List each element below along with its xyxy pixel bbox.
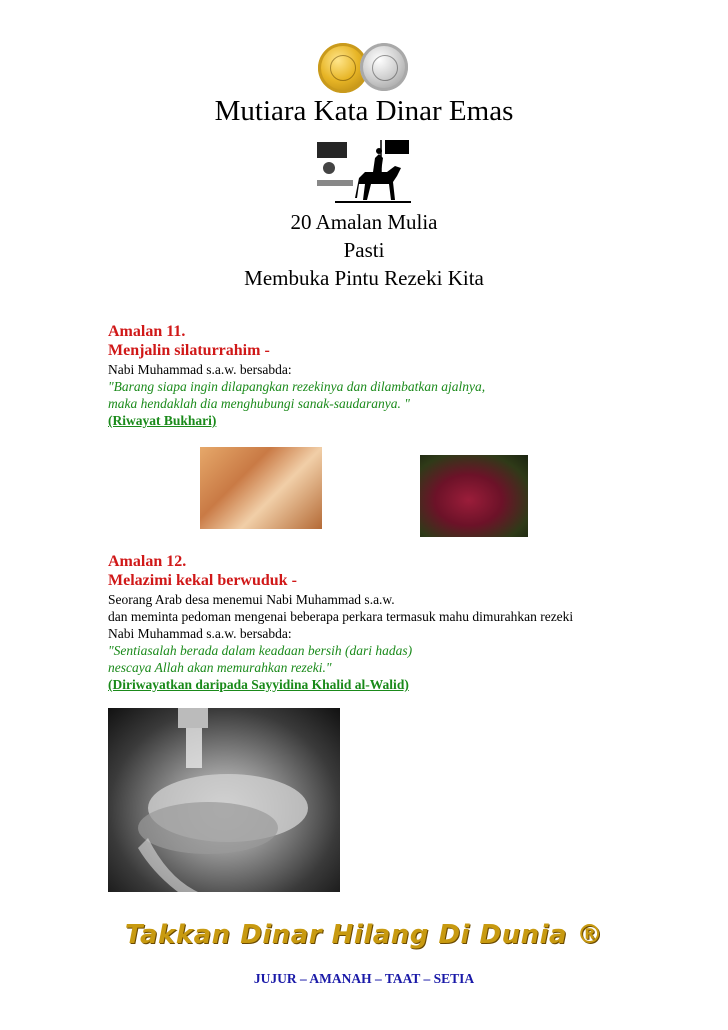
amalan-intro: Nabi Muhammad s.a.w. bersabda: <box>108 362 292 377</box>
hadith-reference: (Diriwayatkan daripada Sayyidina Khalid al-Walid) <box>108 677 409 692</box>
amalan-name: Melazimi kekal berwuduk - <box>108 572 297 589</box>
footer-brand-logo: Takkan Dinar Hilang Di Dunia ® <box>124 920 604 950</box>
hadith-quote-line: nescaya Allah akan memurahkan rezeki." <box>108 660 332 675</box>
amalan-intro-line: Seorang Arab desa menemui Nabi Muhammad s.a.w. <box>108 592 395 607</box>
page-title: Mutiara Kata Dinar Emas <box>214 95 514 127</box>
embrace-photo <box>420 455 528 537</box>
silver-dirham-coin-icon <box>360 43 408 91</box>
ablution-water-photo <box>108 708 340 892</box>
amalan-intro-line: dan meminta pedoman mengenai beberapa perkara termasuk mahu dimurahkan rezeki <box>108 609 574 624</box>
hadith-quote-line: "Sentiasalah berada dalam keadaan bersih (dari hadas) <box>108 643 413 658</box>
subtitle-line: Pasti <box>343 238 385 262</box>
holding-hands-photo <box>200 447 322 529</box>
hadith-quote-line: maka hendaklah dia menghubungi sanak-saudaranya. " <box>108 396 410 411</box>
amalan-intro-line: Nabi Muhammad s.a.w. bersabda: <box>108 626 292 641</box>
hadith-quote-line: "Barang siapa ingin dilapangkan rezekinya dan dilambatkan ajalnya, <box>108 379 486 394</box>
hadith-reference: (Riwayat Bukhari) <box>108 413 217 428</box>
amalan-number: Amalan 11. <box>108 323 186 340</box>
subtitle-line: 20 Amalan Mulia <box>290 210 438 234</box>
footer-motto: JUJUR – AMANAH – TAAT – SETIA <box>253 971 475 986</box>
amalan-name: Menjalin silaturrahim - <box>108 342 270 359</box>
horseman-emblem-icon <box>315 138 415 206</box>
amalan-number: Amalan 12. <box>108 553 187 570</box>
subtitle-line: Membuka Pintu Rezeki Kita <box>244 266 484 290</box>
